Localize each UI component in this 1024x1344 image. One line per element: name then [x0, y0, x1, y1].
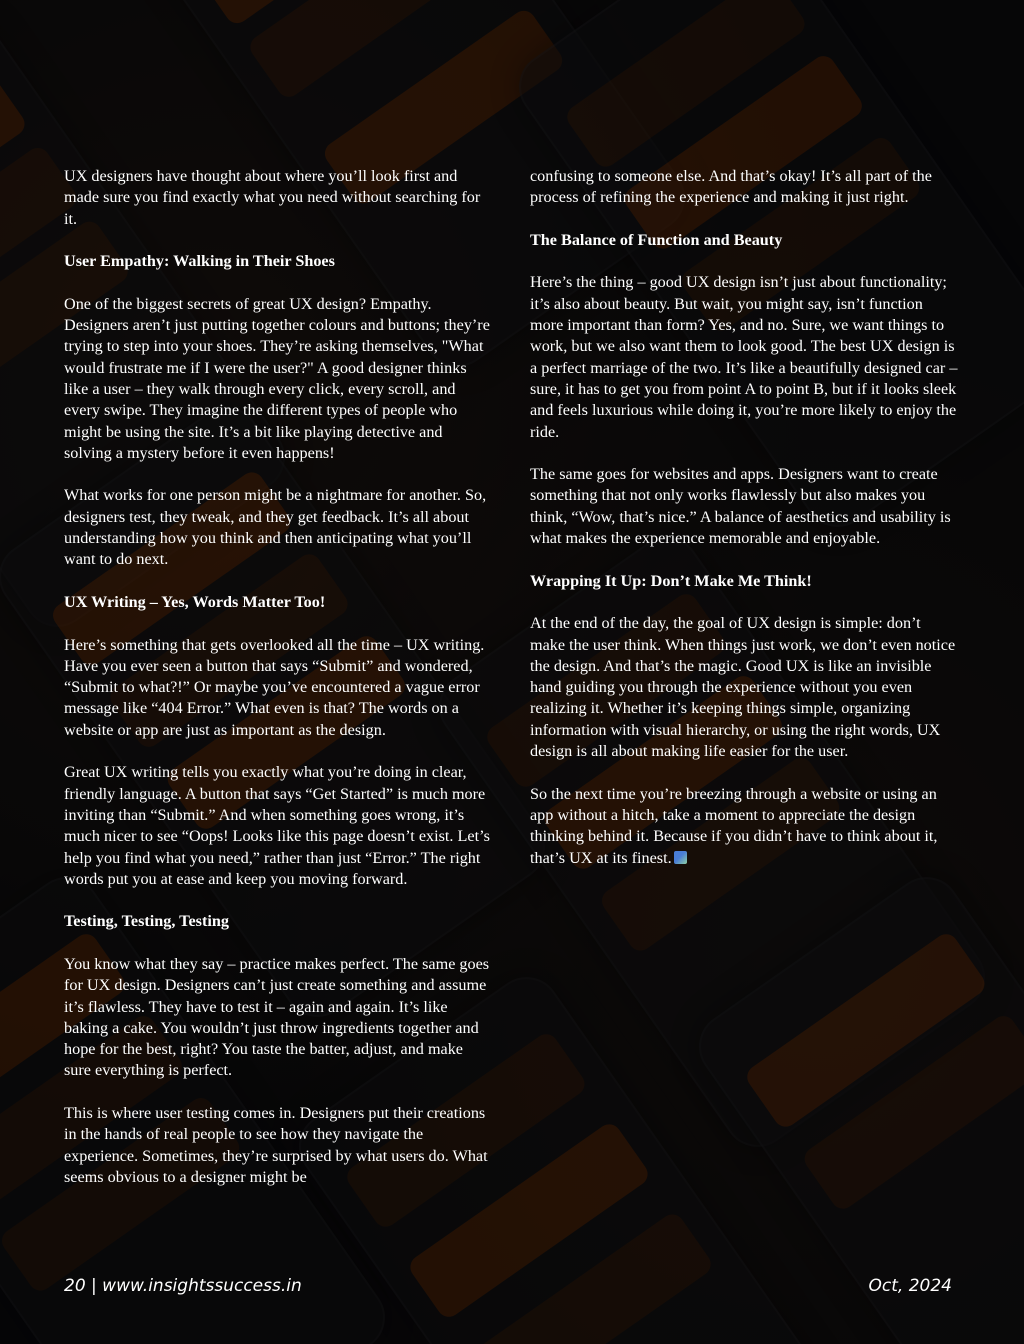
- page-footer: [64, 1276, 952, 1296]
- paragraph: [530, 464, 958, 549]
- section-heading-text: Testing, Testing, Testing: [64, 912, 229, 931]
- section-heading-text: UX Writing – Yes, Words Matter Too!: [64, 592, 326, 611]
- chart-emoji-icon: [674, 851, 687, 864]
- section-heading: [530, 230, 958, 251]
- footer-page-and-site: 20 | www.insightssuccess.in: [64, 1276, 302, 1296]
- paragraph-text: One of the biggest secrets of great UX design? Empathy. Designers aren’t just putting together colours and buttons; they’re trying to step into your shoes. They’re asking themselves, "What would frustrate me if I were the user?" A good designer thinks like a user – they walk through every click, every scroll, and every swipe. They imagine the different types of people who might be using the site. It’s a bit like playing detective and solving a mystery before it even happens!: [64, 294, 490, 462]
- paragraph-text: What works for one person might be a nightmare for another. So, designers test, they tweak, and they get feedback. It’s all about understanding how you think and then anticipating what you’ll want to do next.: [64, 486, 487, 569]
- section-heading-text: The Balance of Function and Beauty: [530, 230, 783, 249]
- section-heading: [530, 571, 958, 592]
- paragraph-text: confusing to someone else. And that’s okay! It’s all part of the process of refining the experience and making it just right.: [530, 167, 932, 207]
- paragraph-text: Here’s the thing – good UX design isn’t just about functionality; it’s also about beauty. But wait, you might say, isn’t function more important than form? Yes, and no. Sure, we want things to work, but we also want them to look good. The best UX design is a perfect marriage of the two. It’s like a beautifully designed car – sure, it has to get you from point A to point B, but if it looks sleek and feels luxurious while doing it, you’re more likely to enjoy the ride.: [530, 273, 958, 441]
- footer-date: Oct, 2024: [868, 1276, 952, 1296]
- paragraph-text: At the end of the day, the goal of UX design is simple: don’t make the user think. When things just work, we don’t even notice the design. And that’s the magic. Good UX is like an invisible hand guiding you through the experience without you even realizing it. Whether it’s keeping things simple, organizing information with visual hierarchy, or using the right words, UX design is all about making life easier for the user.: [530, 614, 956, 761]
- paragraph-text: You know what they say – practice makes perfect. The same goes for UX design. Designers can’t just create something and assume it’s flawless. They have to test it – again and again. It’s like baking a cake. You wouldn’t just throw ingredients together and hope for the best, right? You taste the batter, adjust, and make sure everything is perfect.: [64, 954, 490, 1080]
- section-heading: [64, 911, 492, 932]
- section-heading: [64, 251, 492, 272]
- left-column: [64, 166, 492, 1210]
- paragraph: [64, 1103, 492, 1188]
- paragraph-text: Great UX writing tells you exactly what you’re doing in clear, friendly language. A button that says “Get Started” is much more inviting than “Submit.” And when something goes wrong, it’s much nicer to see “Oops! Looks like this page doesn’t exist. Let’s help you find what you need,” rather than just “Error.” The right words put you at ease and keep you moving forward.: [64, 763, 490, 888]
- paragraph-text: Here’s something that gets overlooked all the time – UX writing. Have you ever seen a button that says “Submit” and wondered, “Submit to what?!” Or maybe you’ve encountered a vague error message like “404 Error.” What even is that? The words on a website or app are just as important as the design.: [64, 635, 485, 739]
- right-column: [530, 166, 958, 1210]
- paragraph: [64, 166, 492, 230]
- paragraph: [530, 166, 958, 209]
- paragraph-text: This is where user testing comes in. Designers put their creations in the hands of real people to see how they navigate the experience. Sometimes, they’re surprised by what users do. What seems obvious to a designer might be: [64, 1104, 488, 1186]
- paragraph-text: UX designers have thought about where you’ll look first and made sure you find exactly what you need without searching for it.: [64, 167, 481, 228]
- paragraph: [64, 294, 492, 464]
- paragraph-text: The same goes for websites and apps. Designers want to create something that not only works flawlessly but also makes you think, “Wow, that’s nice.” A balance of aesthetics and usability is what makes the experience memorable and enjoyable.: [530, 465, 951, 548]
- article-body: [64, 166, 958, 1210]
- paragraph: [530, 272, 958, 442]
- section-heading-text: User Empathy: Walking in Their Shoes: [64, 252, 335, 271]
- paragraph: [64, 762, 492, 890]
- paragraph: [530, 784, 958, 869]
- paragraph: [64, 485, 492, 570]
- paragraph: [530, 613, 958, 762]
- paragraph: [64, 954, 492, 1082]
- paragraph-text: So the next time you’re breezing through a website or using an app without a hitch, take a moment to appreciate the design thinking behind it. Because if you didn’t have to think about it, that’s UX at its finest.: [530, 784, 938, 867]
- section-heading: [64, 592, 492, 613]
- paragraph: [64, 635, 492, 741]
- section-heading-text: Wrapping It Up: Don’t Make Me Think!: [530, 571, 812, 590]
